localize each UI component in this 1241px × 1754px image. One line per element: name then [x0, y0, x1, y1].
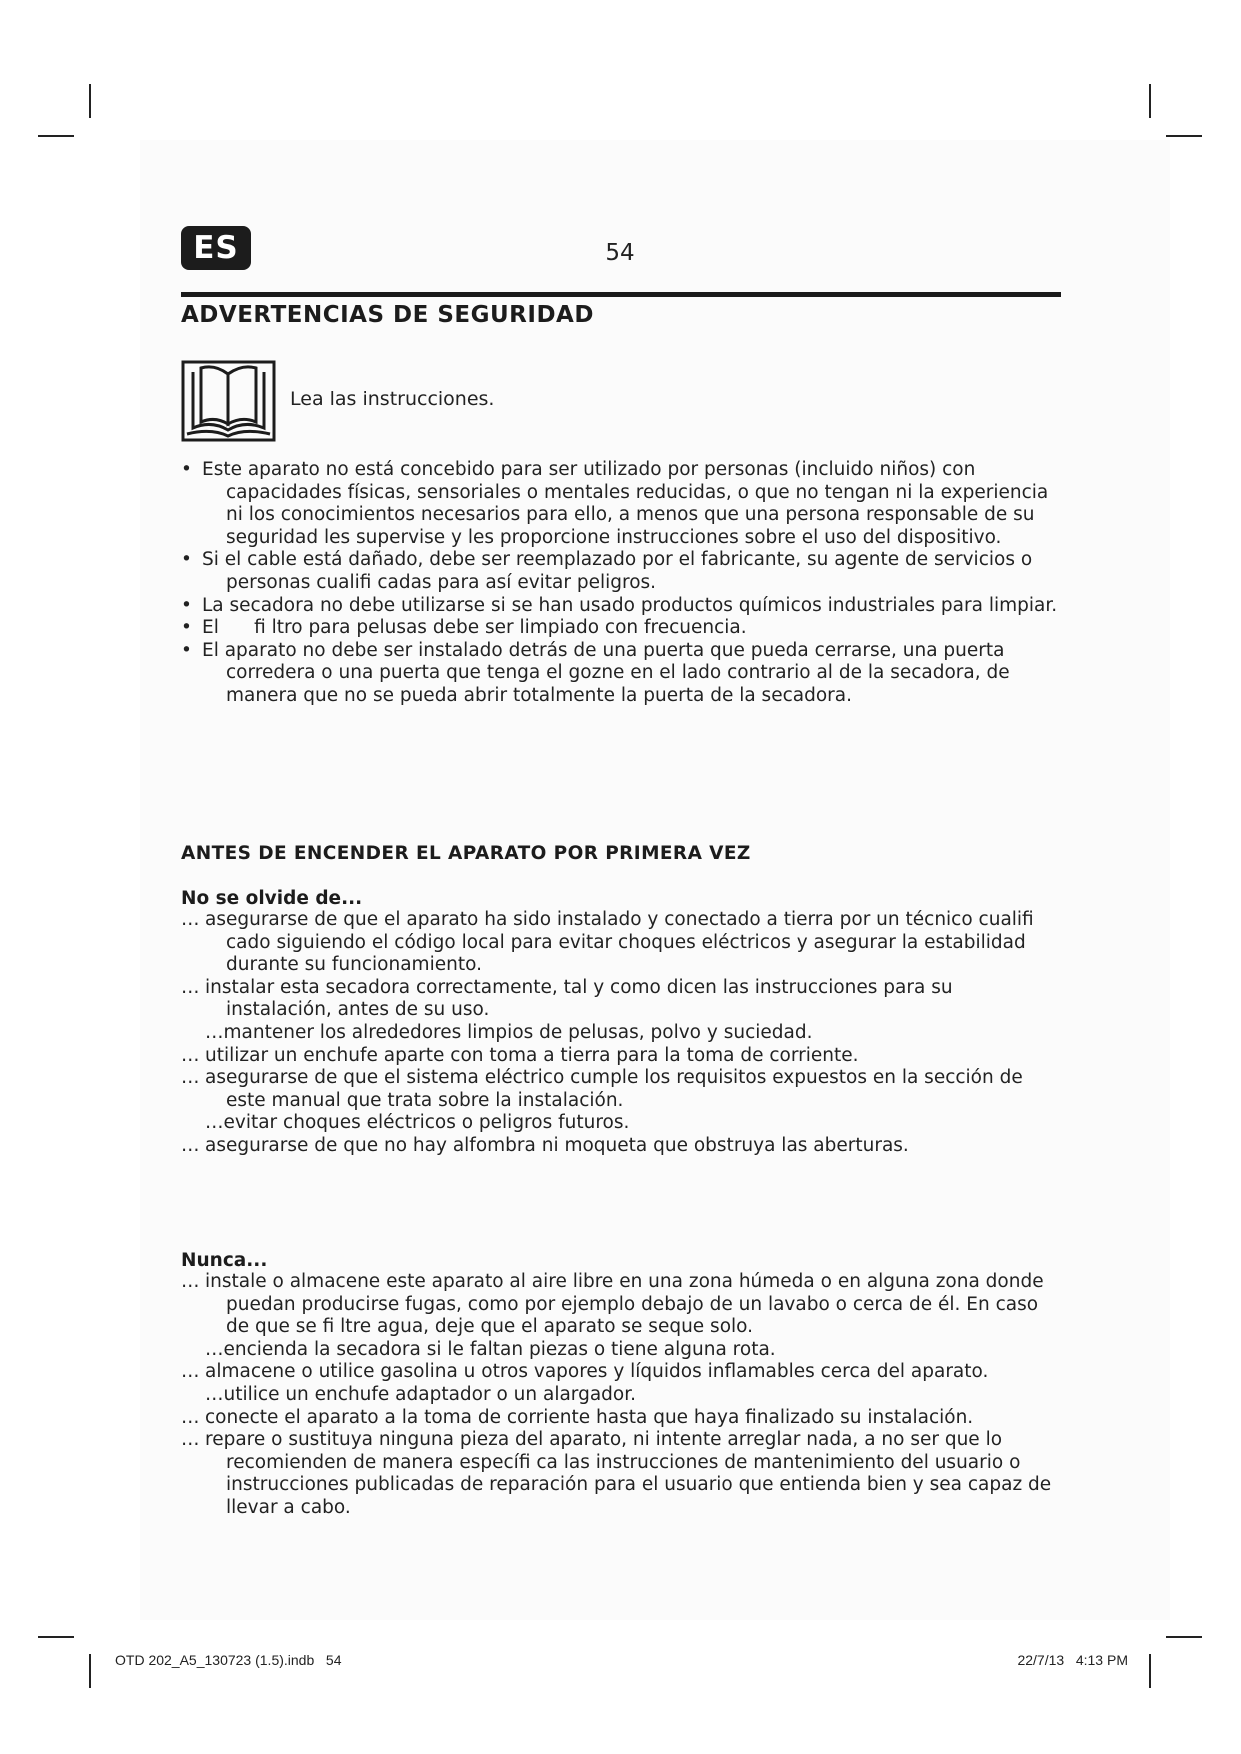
crop-mark — [38, 1636, 74, 1638]
list-item: … asegurarse de que el sistema eléctrico cumple los requisitos expuestos en la sección de este manual que trata sobre la instalación. — [181, 1067, 1061, 1112]
list-item: … almacene o utilice gasolina u otros vapores y líquidos inflamables cerca del aparato. — [181, 1361, 1061, 1384]
list-item: … asegurarse de que no hay alfombra ni moqueta que obstruya las aberturas. — [181, 1135, 1061, 1158]
list-item: • El aparato no debe ser instalado detrás de una puerta que pueda cerrarse, una puerta corredera o una puerta que tenga el gozne en el lado contrario al de la secadora, de manera que no se pueda abrir totalmente la puerta de la secadora. — [181, 640, 1061, 708]
section-title-safety: ADVERTENCIAS DE SEGURIDAD — [181, 302, 594, 328]
safety-warnings-list — [181, 459, 1061, 708]
header-divider — [181, 292, 1061, 297]
list-item: …utilice un enchufe adaptador o un alargador. — [205, 1383, 637, 1405]
list-item: • Si el cable está dañado, debe ser reemplazado por el fabricante, su agente de servicios o personas cualifi cadas para así evitar peligros. — [181, 549, 1061, 594]
footer-file-info: OTD 202_A5_130723 (1.5).indb 54 — [115, 1652, 342, 1668]
remember-list — [181, 909, 1061, 1158]
list-item: • La secadora no debe utilizarse si se han usado productos químicos industriales para limpiar. — [181, 595, 1061, 618]
footer-timestamp: 22/7/13 4:13 PM — [1017, 1652, 1128, 1668]
remember-heading: No se olvide de... — [181, 888, 363, 909]
crop-mark — [1166, 135, 1202, 137]
read-instructions-text: Lea las instrucciones. — [290, 388, 495, 410]
list-item: …evitar choques eléctricos o peligros futuros. — [205, 1112, 630, 1134]
section-title-before-use: ANTES DE ENCENDER EL APARATO POR PRIMERA VEZ — [181, 843, 751, 864]
crop-mark — [89, 84, 91, 118]
never-list — [181, 1271, 1061, 1520]
crop-mark — [1149, 1654, 1151, 1688]
list-item: … instale o almacene este aparato al aire libre en una zona húmeda o en alguna zona donde puedan producirse fugas, como por ejemplo debajo de un lavabo o cerca de él. En caso de que se fi ltre agua, deje que el aparato se seque solo. — [181, 1271, 1061, 1339]
never-heading: Nunca... — [181, 1250, 268, 1271]
crop-mark — [89, 1654, 91, 1688]
list-item: • El fi ltro para pelusas debe ser limpiado con frecuencia. — [181, 617, 1061, 640]
list-item: … repare o sustituya ninguna pieza del aparato, ni intente arreglar nada, a no ser que lo recomienden de manera específi ca las instrucciones de mantenimiento del usuario o instrucciones publicadas de reparación para el usuario que entienda bien y sea capaz de llevar a cabo. — [181, 1429, 1061, 1519]
crop-mark — [38, 135, 74, 137]
list-item: …encienda la secadora si le faltan piezas o tiene alguna rota. — [205, 1338, 776, 1360]
page-number: 54 — [605, 240, 635, 266]
language-badge: ES — [181, 226, 251, 270]
list-item: …mantener los alrededores limpios de pelusas, polvo y suciedad. — [205, 1021, 813, 1043]
list-item: … conecte el aparato a la toma de corriente hasta que haya finalizado su instalación. — [181, 1407, 1061, 1430]
list-item: … utilizar un enchufe aparte con toma a tierra para la toma de corriente. — [181, 1045, 1061, 1068]
crop-mark — [1149, 84, 1151, 118]
list-item: … instalar esta secadora correctamente, tal y como dicen las instrucciones para su instalación, antes de su uso. — [181, 977, 1061, 1022]
list-item: … asegurarse de que el aparato ha sido instalado y conectado a tierra por un técnico cualifi cado siguiendo el código local para evitar choques eléctricos y asegurar la estabilidad durante su funcionamiento. — [181, 909, 1061, 977]
crop-mark — [1166, 1636, 1202, 1638]
book-icon — [181, 360, 276, 442]
list-item: • Este aparato no está concebido para ser utilizado por personas (incluido niños) con capacidades físicas, sensoriales o mentales reducidas, o que no tengan ni la experiencia ni los conocimientos necesarios para ello, a menos que una persona responsable de su seguridad les supervise y les proporcione instrucciones sobre el uso del dispositivo. — [181, 459, 1061, 549]
